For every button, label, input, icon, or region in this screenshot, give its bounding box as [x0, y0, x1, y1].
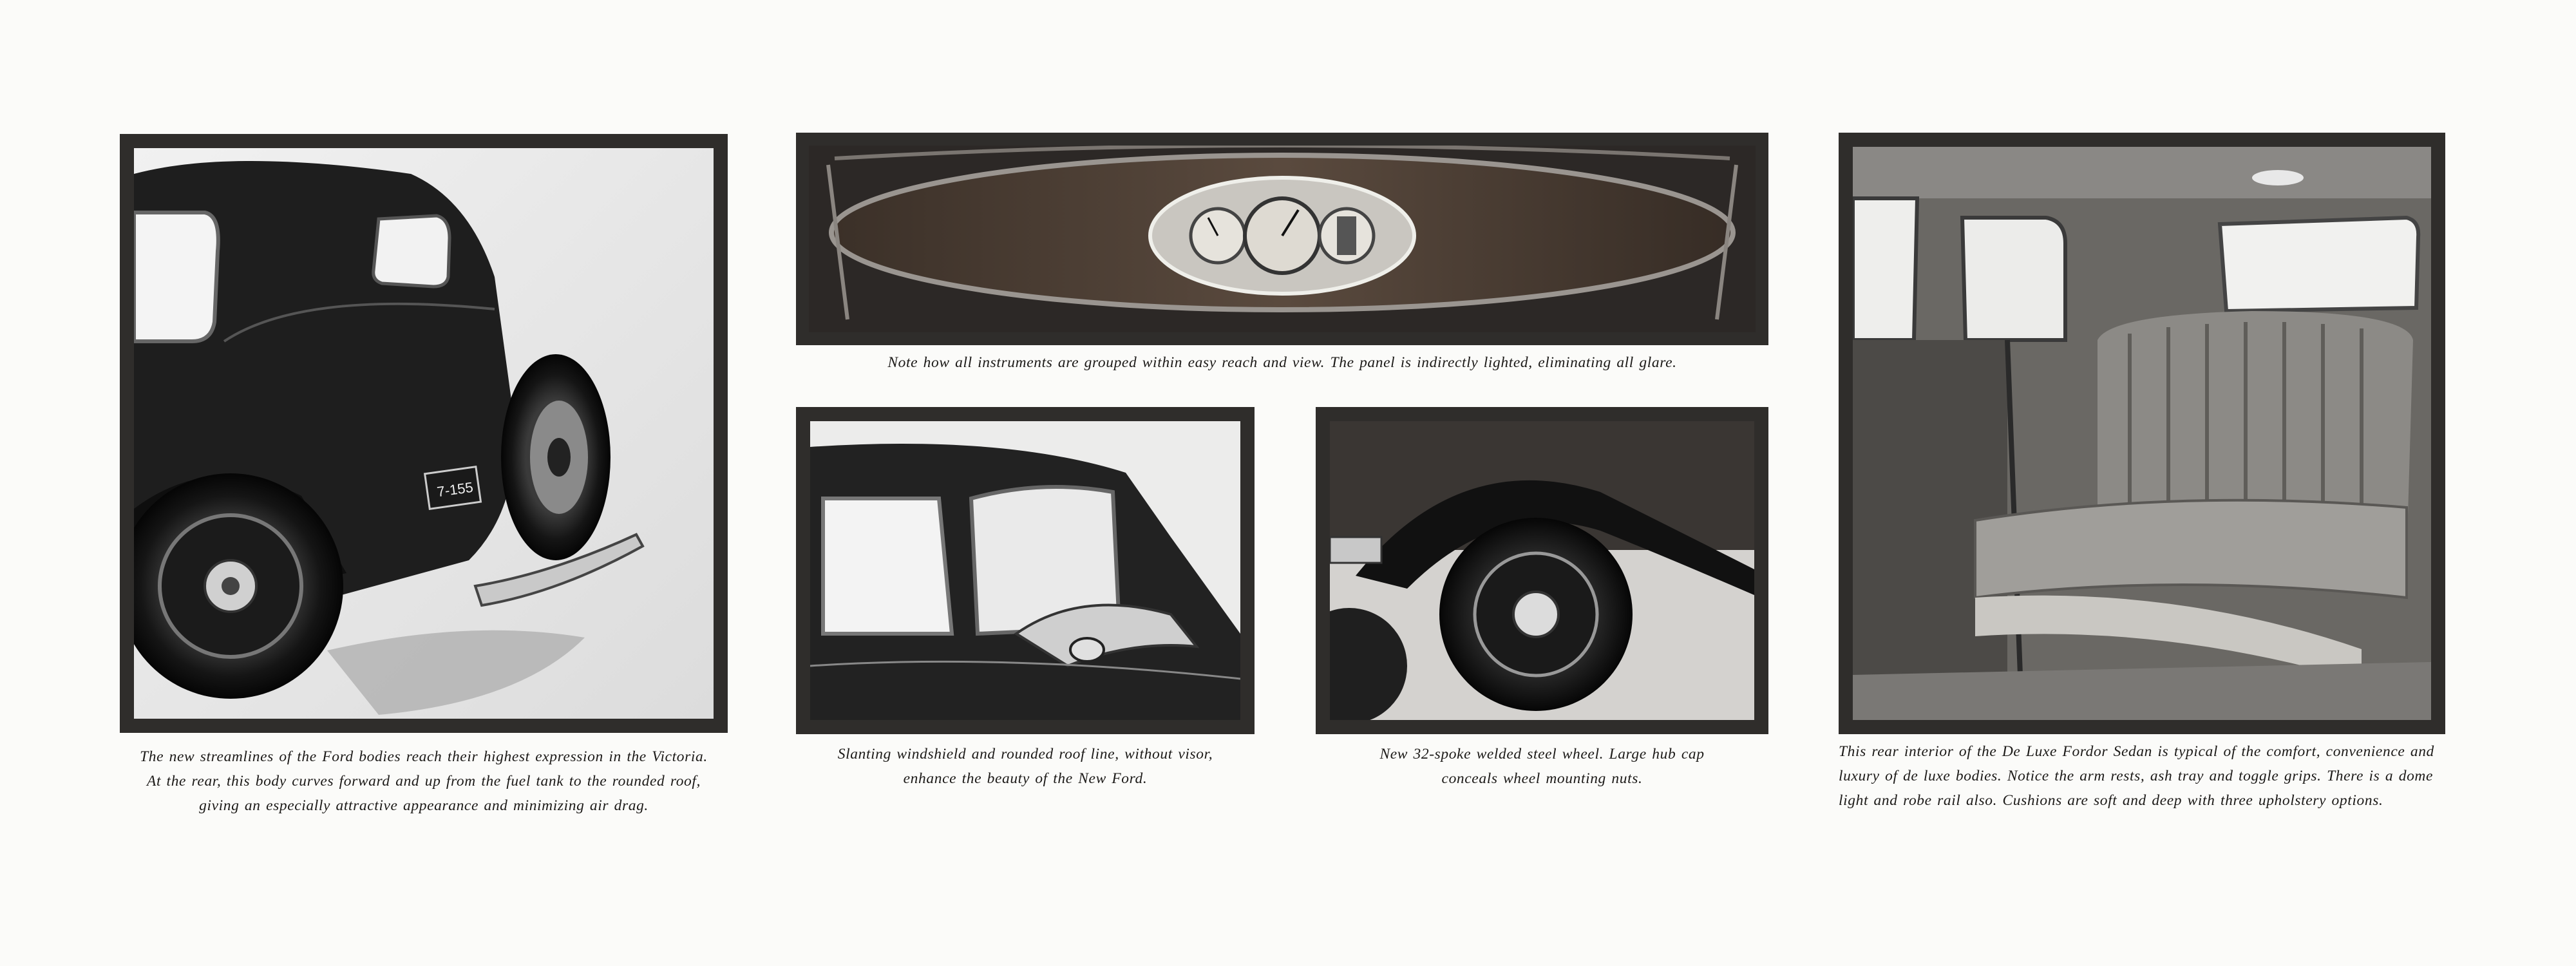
caption-line: enhance the beauty of the New Ford. [903, 770, 1148, 787]
wheel-photo [1316, 407, 1768, 734]
caption-line: conceals wheel mounting nuts. [1441, 770, 1643, 787]
victoria-rear-illustration [134, 148, 714, 719]
instrument-panel-caption [796, 350, 1768, 375]
instrument-panel-photo [796, 133, 1768, 345]
caption-line: light and robe rail also. Cushions are soft and deep with three upholstery options. [1839, 792, 2383, 809]
caption-line: This rear interior of the De Luxe Fordor Sedan is typical of the comfort, convenience and [1839, 743, 2434, 760]
wheel-caption [1316, 742, 1768, 791]
caption-line: Slanting windshield and rounded roof line, without visor, [837, 746, 1213, 762]
victoria-rear-photo [120, 134, 728, 733]
caption-line: giving an especially attractive appearance and minimizing air drag. [199, 797, 649, 814]
victoria-rear-caption [97, 744, 751, 818]
rear-interior-illustration [1853, 147, 2431, 720]
windshield-caption [796, 742, 1255, 791]
caption-line: luxury of de luxe bodies. Notice the arm rests, ash tray and toggle grips. There is a dome [1839, 768, 2434, 784]
license-plate-text: 7-155 [435, 478, 475, 500]
caption-line: The new streamlines of the Ford bodies reach their highest expression in the Victoria. [140, 748, 708, 765]
windshield-photo [796, 407, 1255, 734]
caption-line: At the rear, this body curves forward and up from the fuel tank to the rounded roof, [147, 773, 701, 790]
rear-interior-caption [1839, 739, 2445, 813]
rear-interior-photo [1839, 133, 2445, 734]
windshield-illustration [810, 421, 1240, 720]
wheel-illustration [1330, 421, 1754, 720]
caption-line: Note how all instruments are grouped within easy reach and view. The panel is indirectly lighted, eliminating all glare. [887, 354, 1677, 371]
instrument-panel-illustration [809, 146, 1756, 332]
caption-line: New 32-spoke welded steel wheel. Large hub cap [1379, 746, 1705, 762]
